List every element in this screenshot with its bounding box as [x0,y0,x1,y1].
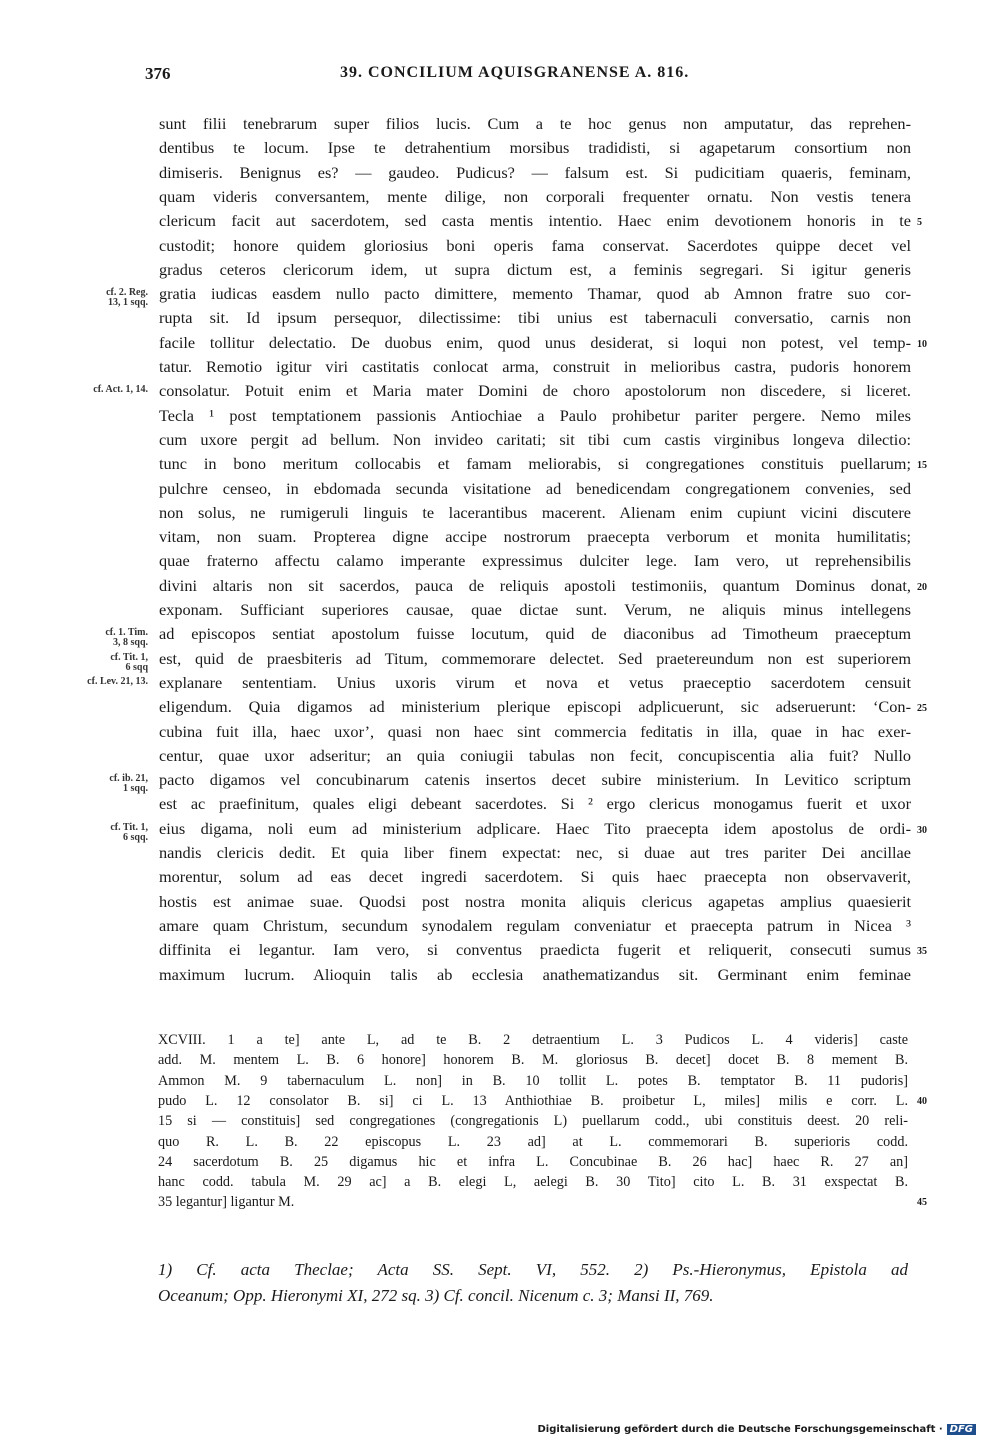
dfg-logo: DFG [947,1424,976,1435]
text-line: explanare sententiam. Unius uxoris virum et nova et vetus praeceptio sacerdotem censuit [159,672,911,692]
running-head: 39. CONCILIUM AQUISGRANENSE A. 816. [340,64,690,81]
side-note: cf. ib. 21, 1 sqq. [109,773,148,795]
text-line: exponam. Sufficiant superiores causae, quae dictae sunt. Verum, ne aliquis minus intellegens [159,600,911,619]
side-note: cf. Lev. 21, 13. [87,675,148,687]
text-line: Tecla ¹ post temptationem passionis Antiochiae a Paulo prohibetur pariter pergere. Nemo miles [159,405,911,425]
text-line: dimiseris. Benignus es? — gaudeo. Pudicus? — falsum est. Si pudicitiam quaeris, feminam, [159,162,911,182]
text-line: eligendum. Quia digamos ad ministerium plerique episcopi adplicuerunt, sic adseruerunt: ‘Con- [159,697,911,717]
text-line: vitam, non suam. Propterea digne accipe nostrorum praecepta verborum et monita humilitatis; [159,527,911,547]
text-line: dentibus te locum. Ipse te detrahentium morsibus tradidisti, si agapetarum consortium non [159,138,911,158]
text-line: gratia iudicas easdem nullo pacto dimittere, memento Thamar, quod ab Amnon fratre suo cor- [159,284,911,304]
text-line: clericum facit aut sacerdotem, sed casta mentis intentio. Haec enim devotionem honoris in te [159,211,911,231]
side-note: cf. Tit. 1, 6 sqq. [110,821,148,843]
text-line: consolatur. Potuit enim et Maria mater Domini de choro apostolorum non discedere, si liceret. [159,381,911,401]
apparatus-line: pudo L. 12 consolator B. si] ci L. 13 Anthiothiae B. proibetur L, miles] milis e corr. L. [158,1092,908,1109]
apparatus-line-number: 40 [917,1095,927,1107]
page-number: 376 [145,64,171,83]
text-line: sunt filii tenebrarum super filios lucis. Cum a te hoc genus non amputatur, das reprehen- [159,114,911,133]
text-line: hostis est animae suae. Quodsi post nostra monita aliquis clericus agapetas amplius quaesierit [159,891,911,911]
text-line: ad episcopos sentiat apostolum fuisse locutum, quid de diaconibus ad Timotheum praeceptum [159,624,911,644]
footnote-line: Oceanum; Opp. Hieronymi XI, 272 sq. 3) Cf. concil. Nicenum c. 3; Mansi II, 769. [158,1286,714,1305]
text-line: est, quid de praesbiteris ad Titum, commemorare delectet. Sed praetereundum non est superiorem [159,648,911,668]
apparatus-line: XCVIII. 1 a te] ante L, ad te B. 2 detraentium L. 3 Pudicos L. 4 videris] caste [158,1032,908,1048]
text-line: est ac praefinitum, quales eligi debeant sacerdotes. Si ² ergo clericus monogamus fuerit et uxor [159,794,911,814]
text-line: tatur. Remotio igitur viri castitatis conlocat arma, construit in melioribus castra, pudoris honorem [159,357,911,376]
line-number: 15 [917,460,927,472]
apparatus-line: 24 sacerdotum B. 25 digamus hic et infra L. Concubinae B. 26 hac] haec R. 27 an] [158,1153,908,1170]
apparatus-line: Ammon M. 9 tabernaculum L. non] in B. 10 tollit L. potes B. temptator B. 11 pudoris] [158,1072,908,1089]
side-note: cf. Tit. 1, 6 sqq [110,651,148,673]
text-line: quam videris conversantem, mente dilige, non corporali frequenter ornatu. Non vestis tenera [159,186,911,206]
line-number: 20 [917,581,927,593]
text-line: facile tollitur delectatio. De duobus enim, quod unus desiderat, si loqui non potest, vel temp- [159,332,911,352]
apparatus-line: quo R. L. B. 22 episcopus L. 23 ad] at L. commemorari B. superioris codd. [158,1133,908,1150]
text-line: nandis clericis dedit. Et quia liber finem expectat: nec, si duae aut tres pariter Dei ancillae [159,843,911,862]
text-line: gradus ceteros clericorum idem, ut supra dictum est, a feminis segregari. Si igitur generis [159,259,911,279]
footnote-line: 1) Cf. acta Theclae; Acta SS. Sept. VI, 552. 2) Ps.-Hieronymus, Epistola ad [158,1260,908,1279]
side-note: cf. Act. 1, 14. [93,384,148,396]
line-number: 30 [917,824,927,836]
text-line: diffinita ei legantur. Iam vero, si conventus praedicta fugerit et reliquerit, consecuti sumus [159,940,911,960]
footer [538,1424,977,1435]
text-line: cum uxore pergit ad bellum. Non invideo caritati; sit tibi cum castis virginibus longeva dilectio: [159,429,911,449]
text-line: cubina fuit illa, haec uxor’, quasi non haec sint commercia feditatis in illa, quae in hac exer- [159,721,911,741]
text-line: amare quam Christum, secundum synodalem regulam conveniatur et praecepta patrum in Nicea ³ [159,915,911,935]
apparatus-line: add. M. mentem L. B. 6 honore] honorem B. M. gloriosus B. decet] docet B. 8 mement B. [158,1052,908,1069]
text-line: maximum lucrum. Alioquin talis ab ecclesia anathematizandus sit. Germinant enim feminae [159,964,911,984]
line-number: 5 [917,217,922,229]
text-line: centur, quae uxor adseritur; an quia coniugii tabulas non fecit, concupiscentia alia fuit? Nullo [159,745,911,765]
text-line: tunc in bono meritum collocabis et famam meliorabis, si congregationes constituis puellarum; [159,454,911,474]
text-line: rupta sit. Id ipsum persequor, dilectissime: tibi unius est tabernaculi conversatio, carnis non [159,308,911,328]
apparatus-line: hanc codd. tabula M. 29 ac] a B. elegi L, aelegi B. 30 Tito] cito L. B. 31 exspectat B. [158,1174,908,1191]
line-number: 25 [917,703,927,715]
text-line: custodit; honore quidem gloriosius boni operis fama conservat. Sacerdotes quippe decet vel [159,235,911,255]
apparatus-line: 35 legantur] ligantur M. [158,1194,295,1211]
line-number: 10 [917,338,927,350]
text-line: morentur, solum ad eas decet ingredi sacerdotem. Si quis haec praecepta non observaverit, [159,867,911,887]
line-number: 35 [917,946,927,958]
text-line: eius digama, noli eum ad ministerium adplicare. Haec Tito praecepta idem apostolus de ordi- [159,818,911,838]
text-line: non solus, ne rumigeruli linguis te lacerantibus macerent. Alienam enim cupiunt vicini discutere [159,502,911,522]
text-line: pulchre censeo, in ebdomada secunda visitatione ad benedicendam congregationem convenies, sed [159,478,911,498]
apparatus-line: 15 si — constituis] sed congregationes (congregationis L) puellarum codd., ubi constituis deest. 20 reli- [158,1113,908,1130]
apparatus-line-number: 45 [917,1197,927,1209]
text-line: quae fraterno affectu calamo imperante expressimus dulciter lege. Iam vero, ut reprehensibilis [159,551,911,571]
text-line: pacto digamos vel concubinarum catenis insertos decet subire ministerium. In Levitico scriptum [159,770,911,790]
side-note: cf. 2. Reg. 13, 1 sqq. [106,287,148,309]
footer-text: Digitalisierung gefördert durch die Deutsche Forschungsgemeinschaft · [537,1424,943,1435]
text-line: divini altaris non sit sacerdos, pauca de reliquis apostoli testimoniis, quantum Dominus donat, [159,575,911,595]
side-note: cf. 1. Tim. 3, 8 sqq. [105,627,148,649]
